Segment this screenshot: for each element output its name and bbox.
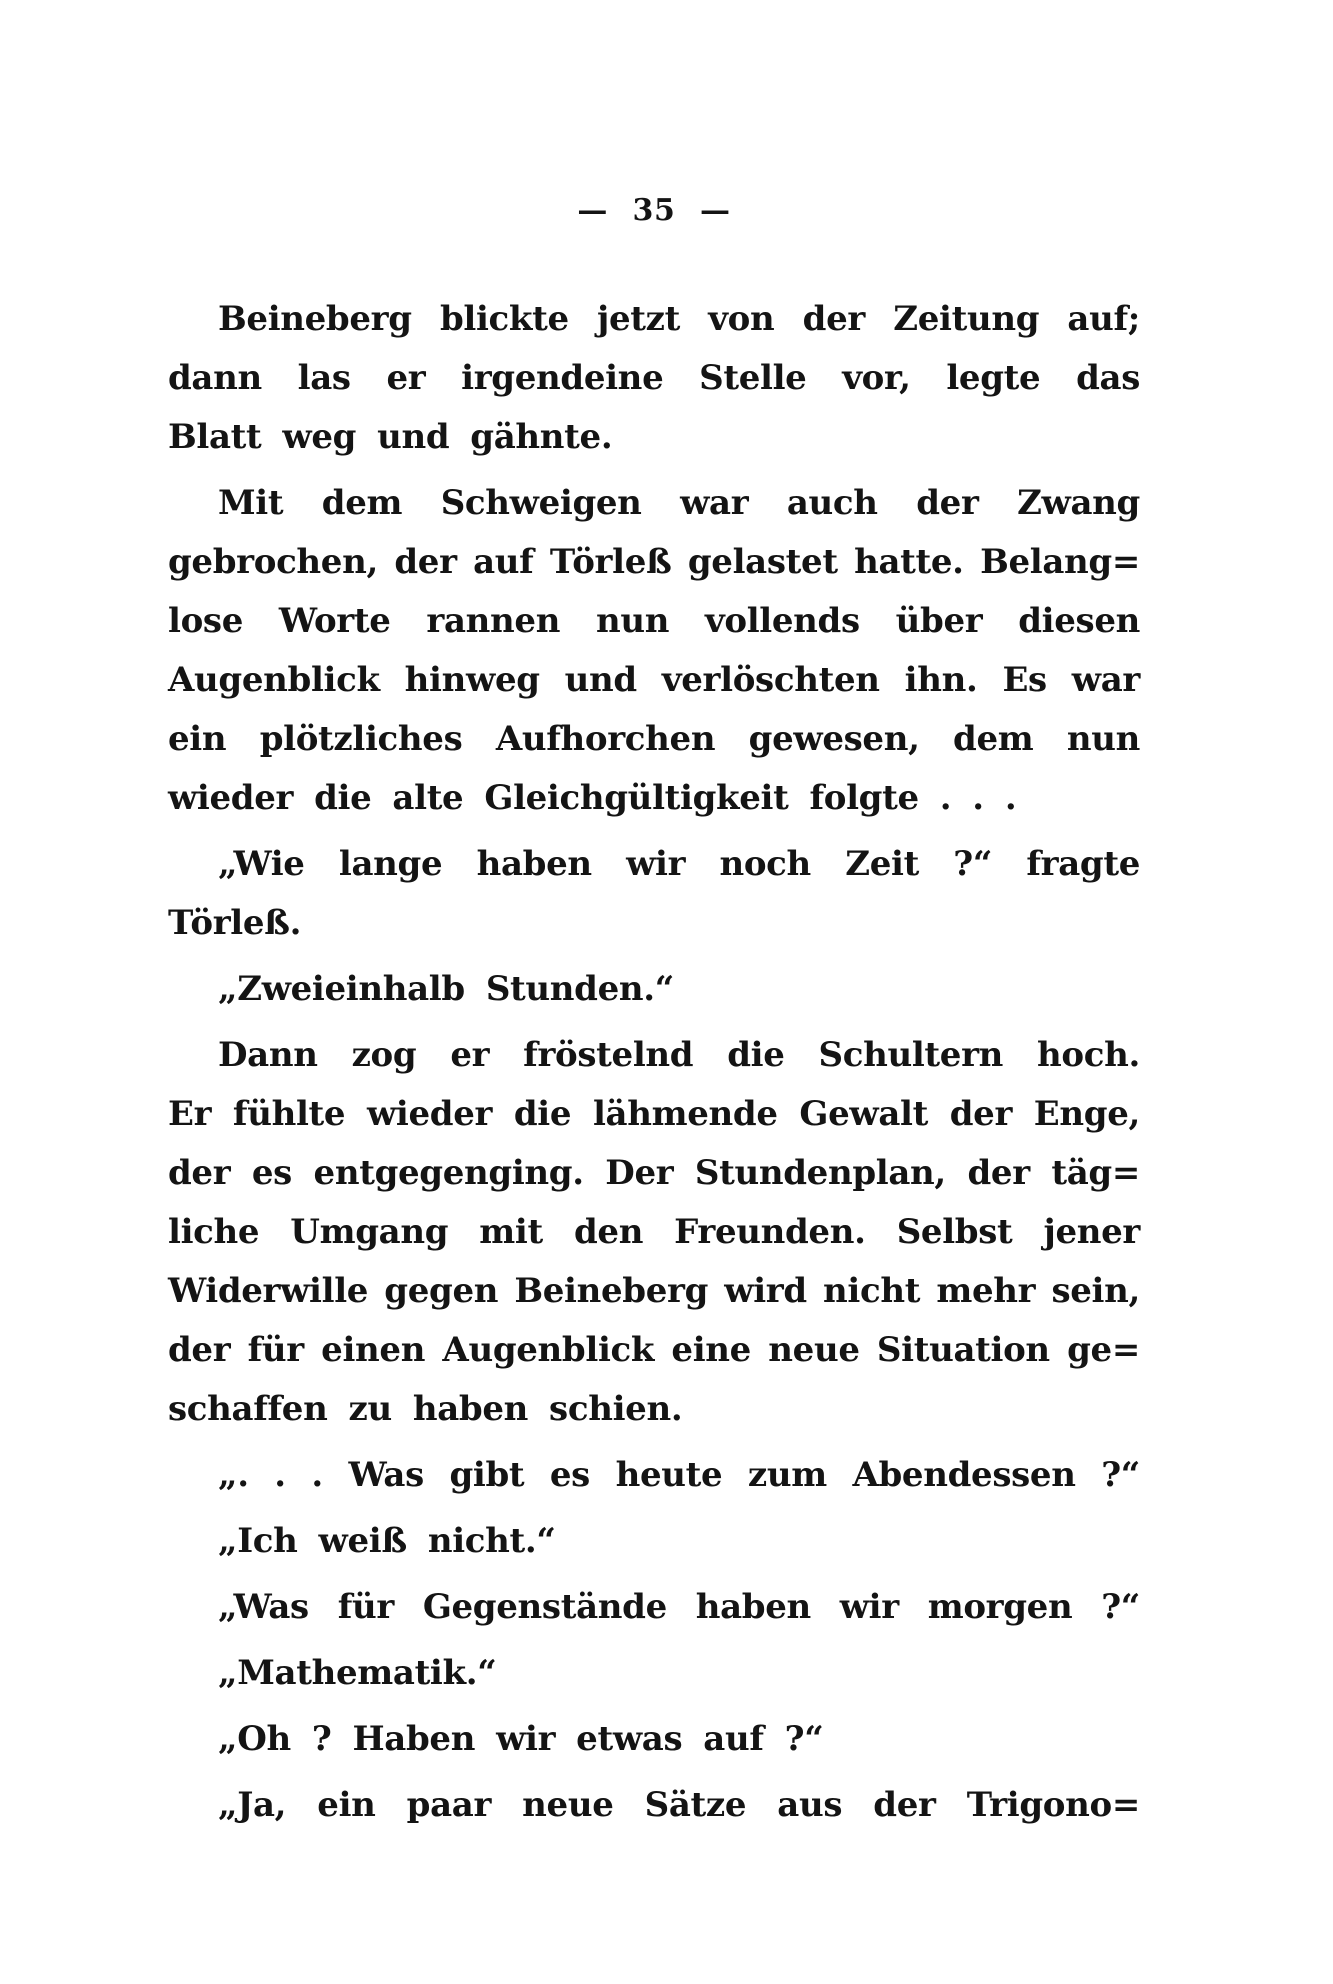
- text-line: Widerwille gegen Beineberg wird nicht mehr sein,: [168, 1271, 1140, 1311]
- text-line: wieder die alte Gleichgültigkeit folgte . . .: [168, 778, 1017, 818]
- text-line: der es entgegenging. Der Stundenplan, der täg=: [168, 1153, 1140, 1193]
- text-line: Dann zog er fröstelnd die Schultern hoch.: [218, 1035, 1140, 1075]
- text-line: „Was für Gegenstände haben wir morgen ?“: [218, 1587, 1140, 1627]
- paragraph: [168, 290, 1140, 467]
- text-line: lose Worte rannen nun vollends über diesen: [168, 601, 1140, 641]
- text-line: „Zweieinhalb Stunden.“: [218, 969, 674, 1009]
- paragraph: [168, 960, 1140, 1019]
- paragraph: [168, 835, 1140, 953]
- paragraph: [168, 1710, 1140, 1769]
- text-line: „Ich weiß nicht.“: [218, 1521, 556, 1561]
- text-line: Mit dem Schweigen war auch der Zwang: [218, 483, 1140, 523]
- text-line: „. . . Was gibt es heute zum Abendessen ?“: [218, 1455, 1140, 1495]
- paragraph: [168, 474, 1140, 828]
- paragraph: [168, 1578, 1140, 1637]
- text-line: „Oh ? Haben wir etwas auf ?“: [218, 1719, 824, 1759]
- text-line: der für einen Augenblick eine neue Situation ge=: [168, 1330, 1140, 1370]
- paragraph: [168, 1644, 1140, 1703]
- paragraph: [168, 1776, 1140, 1835]
- text-line: Beineberg blickte jetzt von der Zeitung auf;: [218, 299, 1140, 339]
- paragraph: [168, 1026, 1140, 1439]
- text-line: dann las er irgendeine Stelle vor, legte das: [168, 358, 1140, 398]
- page-number: — 35 —: [577, 193, 731, 228]
- text-line: „Ja, ein paar neue Sätze aus der Trigono=: [218, 1785, 1140, 1825]
- paragraph: [168, 1512, 1140, 1571]
- text-line: Augenblick hinweg und verlöschten ihn. Es war: [168, 660, 1140, 700]
- text-line: gebrochen, der auf Törleß gelastet hatte. Belang=: [168, 542, 1140, 582]
- text-line: „Wie lange haben wir noch Zeit ?“ fragte: [218, 844, 1140, 884]
- text-line: „Mathematik.“: [218, 1653, 497, 1693]
- page-text: [168, 290, 1140, 1835]
- text-line: Törleß.: [168, 903, 302, 943]
- paragraph: [168, 1446, 1140, 1505]
- text-line: Er fühlte wieder die lähmende Gewalt der Enge,: [168, 1094, 1140, 1134]
- text-line: schaffen zu haben schien.: [168, 1389, 683, 1429]
- text-line: Blatt weg und gähnte.: [168, 417, 613, 457]
- text-line: ein plötzliches Aufhorchen gewesen, dem nun: [168, 719, 1140, 759]
- text-line: liche Umgang mit den Freunden. Selbst jener: [168, 1212, 1140, 1252]
